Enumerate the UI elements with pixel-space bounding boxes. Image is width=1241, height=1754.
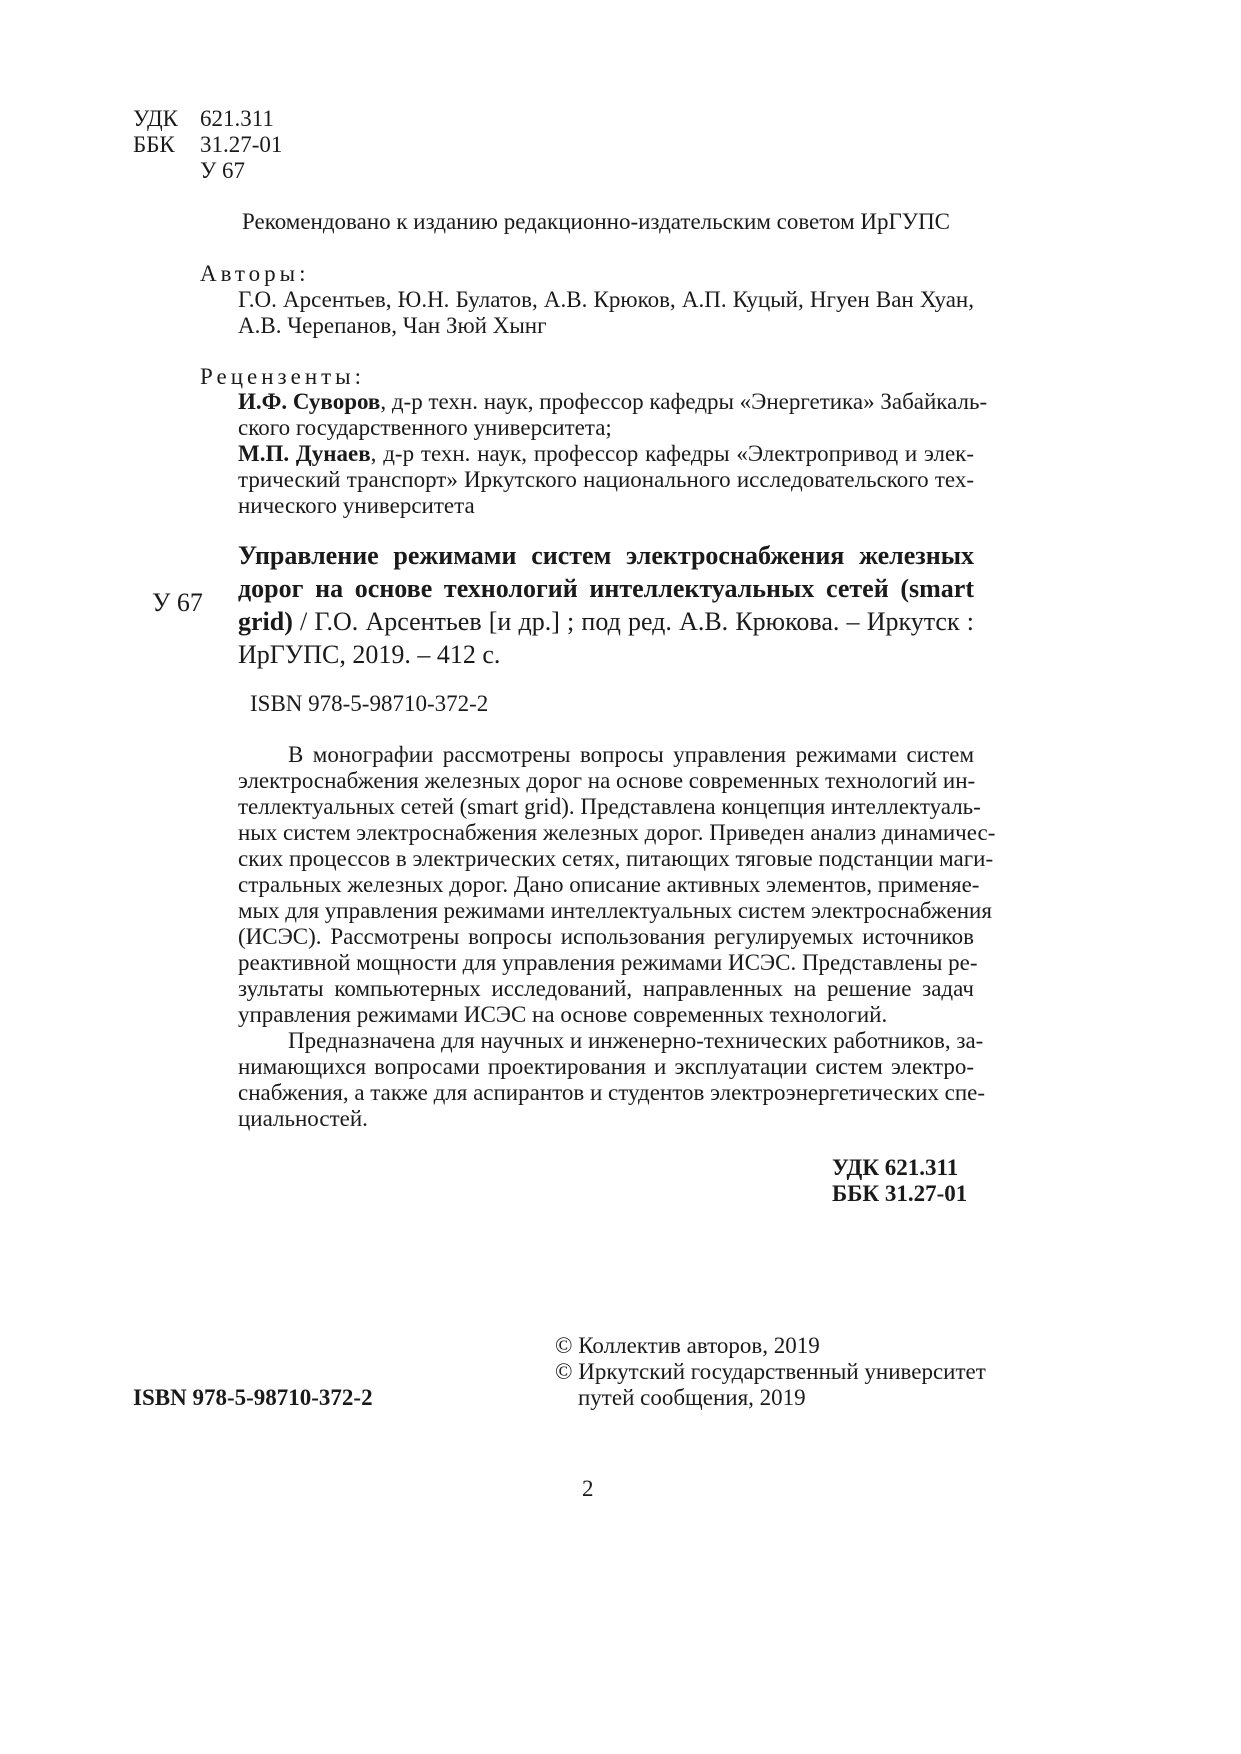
- reviewer-2-line-3: нического университета: [238, 493, 475, 518]
- abstract-line: (ИСЭС). Рассмотрены вопросы использования регулируемых источников: [238, 924, 974, 949]
- udk-label: УДК: [133, 106, 178, 131]
- catalog-title-end: grid): [238, 607, 293, 636]
- catalog-title-line-2: дорог на основе технологий интеллектуальных сетей (smart: [238, 574, 974, 603]
- catalog-title-line-3: [238, 605, 974, 639]
- reviewer-2-name: М.П. Дунаев: [238, 441, 371, 466]
- catalog-title-line-1: Управление режимами систем электроснабжения железных: [238, 541, 974, 570]
- reviewer-2-desc: , д-р техн. наук, профессор кафедры «Электропривод и элек-: [370, 441, 974, 466]
- abstract-line: Предназначена для научных и инженерно-технических работников, за-: [288, 1028, 984, 1053]
- abstract-line: зультаты компьютерных исследований, направленных на решение задач: [238, 976, 974, 1001]
- abstract-line: управления режимами ИСЭС на основе современных технологий.: [238, 1002, 888, 1027]
- page-number: 2: [582, 1476, 594, 1501]
- bbk-value: 31.27-01: [200, 132, 283, 157]
- footer-isbn: ISBN 978-5-98710-372-2: [133, 1385, 373, 1410]
- reviewers-heading: Рецензенты:: [200, 364, 366, 389]
- bbk-label: ББК: [133, 132, 175, 157]
- abstract-line: циальностей.: [238, 1106, 368, 1131]
- abstract-line: реактивной мощности для управления режимами ИСЭС. Представлены ре-: [238, 950, 978, 975]
- copyright-authors: © Коллектив авторов, 2019: [555, 1333, 820, 1358]
- abstract-line: нимающихся вопросами проектирования и эксплуатации систем электро-: [238, 1054, 974, 1079]
- copyright-university-line-1: © Иркутский государственный университет: [555, 1359, 986, 1384]
- authors-heading: Авторы:: [200, 261, 310, 286]
- classification-udk: УДК 621.311: [832, 1155, 959, 1180]
- reviewer-2-line-2: трический транспорт» Иркутского национального исследовательского тех-: [238, 467, 974, 492]
- abstract-line: ских процессов в электрических сетях, питающих тяговые подстанции маги-: [238, 846, 994, 871]
- recommendation: Рекомендовано к изданию редакционно-издательским советом ИрГУПС: [242, 209, 951, 234]
- reviewer-1-desc: , д-р техн. наук, профессор кафедры «Энергетика» Забайкаль-: [380, 389, 988, 414]
- authors-line-1: Г.О. Арсентьев, Ю.Н. Булатов, А.В. Крюков, А.П. Куцый, Нгуен Ван Хуан,: [238, 287, 974, 312]
- abstract-line: электроснабжения железных дорог на основе современных технологий ин-: [238, 768, 976, 793]
- abstract-line: снабжения, а также для аспирантов и студентов электроэнергетических спе-: [238, 1080, 986, 1105]
- abstract-line: ных систем электроснабжения железных дорог. Приведен анализ динамичес-: [238, 820, 996, 845]
- catalog-imprint: / Г.О. Арсентьев [и др.] ; под ред. А.В. Крюкова. – Иркутск :: [292, 607, 974, 636]
- reviewer-1-line-2: ского государственного университета;: [238, 415, 612, 440]
- copyright-university-line-2: путей сообщения, 2019: [578, 1385, 806, 1410]
- udk-value: 621.311: [200, 106, 274, 131]
- abstract-line: мых для управления режимами интеллектуальных систем электроснабжения: [238, 898, 992, 923]
- authors-line-2: А.В. Черепанов, Чан Зюй Хынг: [238, 313, 547, 338]
- abstract-line: В монографии рассмотрены вопросы управления режимами систем: [288, 742, 974, 767]
- reviewer-1-name: И.Ф. Суворов: [238, 389, 381, 414]
- author-mark: У 67: [200, 158, 246, 183]
- catalog-mark: У 67: [152, 588, 203, 617]
- abstract-line: стральных железных дорог. Дано описание активных элементов, применяе-: [238, 872, 980, 897]
- catalog-title-line-4: ИрГУПС, 2019. – 412 с.: [238, 640, 501, 669]
- isbn-inline: ISBN 978-5-98710-372-2: [250, 691, 489, 716]
- classification-bbk: ББК 31.27-01: [832, 1181, 968, 1206]
- abstract-line: теллектуальных сетей (smart grid). Представлена концепция интеллектуаль-: [238, 794, 981, 819]
